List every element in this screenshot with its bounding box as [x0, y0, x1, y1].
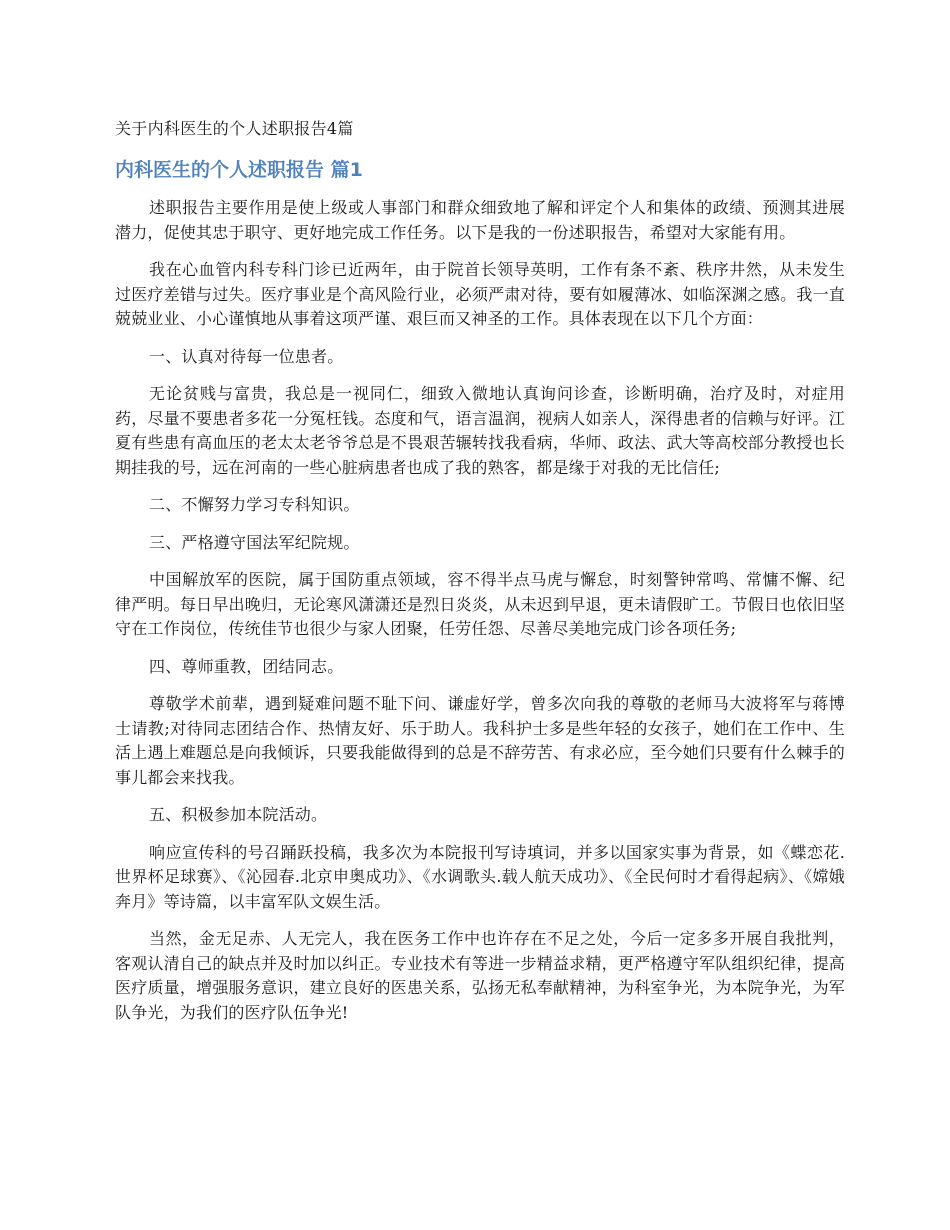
- paragraph-point-5: 响应宣传科的号召踊跃投稿，我多次为本院报刊写诗填词，并多以国家实事为背景，如《蝶恋花.世界杯足球赛》、《沁园春.北京申奥成功》、《水调歌头.载人航天成功》、《全民何时才看得起病》、《嫦娥奔月》等诗篇，以丰富军队文娱生活。: [115, 842, 845, 911]
- paragraph-point-4: 尊敬学术前辈，遇到疑难问题不耻下问、谦虚好学，曾多次向我的尊敬的老师马大波将军与蒋博士请教;对待同志团结合作、热情友好、乐于助人。我科护士多是些年轻的女孩子，她们在工作中、生活上遇上难题总是向我倾诉，只要我能做得到的总是不辞劳苦、有求必应，至今她们只要有什么棘手的事儿都会来找我。: [115, 694, 845, 787]
- paragraph-point-3: 中国解放军的医院，属于国防重点领域，容不得半点马虎与懈怠，时刻警钟常鸣、常慵不懈、纪律严明。每日早出晚归，无论寒风潇潇还是烈日炎炎，从未迟到早退，更未请假旷工。节假日也依旧坚守在工作岗位，传统佳节也很少与家人团聚，任劳任怨、尽善尽美地完成门诊各项任务;: [115, 570, 845, 638]
- point-heading-1: 一、认真对待每一位患者。: [149, 346, 344, 366]
- section-heading: 内科医生的个人述职报告 篇1: [115, 159, 363, 181]
- point-heading-4: 四、尊师重教，团结同志。: [149, 656, 344, 676]
- point-heading-5: 五、积极参加本院活动。: [149, 805, 328, 824]
- paragraph-point-1: 无论贫贱与富贵，我总是一视同仁，细致入微地认真询问诊查，诊断明确，治疗及时，对症用药，尽量不要患者多花一分冤枉钱。态度和气，语言温润，视病人如亲人，深得患者的信赖与好评。江夏有些患有高血压的老太太老爷爷总是不畏艰苦辗转找我看病，华师、政法、武大等高校部分教授也长期挂我的号，远在河南的一些心脏病患者也成了我的熟客，都是缘于对我的无比信任;: [115, 384, 845, 477]
- document-title: 关于内科医生的个人述职报告4篇: [115, 119, 354, 138]
- document-page: [115, 118, 845, 1038]
- paragraph-conclusion: 当然，金无足赤、人无完人，我在医务工作中也许存在不足之处，今后一定多多开展自我批判，客观认清自己的缺点并及时加以纠正。专业技术有等进一步精益求精，更严格遵守军队组织纪律，提高医疗质量，增强服务意识，建立良好的医患关系，弘扬无私奉献精神，为科室争光，为本院争光，为军队争光，为我们的医疗队伍争光!: [115, 929, 845, 1022]
- paragraph-background: 我在心血管内科专科门诊已近两年，由于院首长领导英明，工作有条不紊、秩序井然，从未发生过医疗差错与过失。医疗事业是个高风险行业，必须严肃对待，要有如履薄冰、如临深渊之感。我一直兢兢业业、小心谨慎地从事着这项严谨、艰巨而又神圣的工作。具体表现在以下几个方面：: [115, 260, 845, 328]
- point-heading-3: 三、严格遵守国法军纪院规。: [149, 532, 360, 552]
- point-heading-2: 二、不懈努力学习专科知识。: [149, 495, 360, 514]
- paragraph-intro: 述职报告主要作用是使上级或人事部门和群众细致地了解和评定个人和集体的政绩、预测其进展潜力，促使其忠于职守、更好地完成工作任务。以下是我的一份述职报告，希望对大家能有用。: [115, 198, 845, 242]
